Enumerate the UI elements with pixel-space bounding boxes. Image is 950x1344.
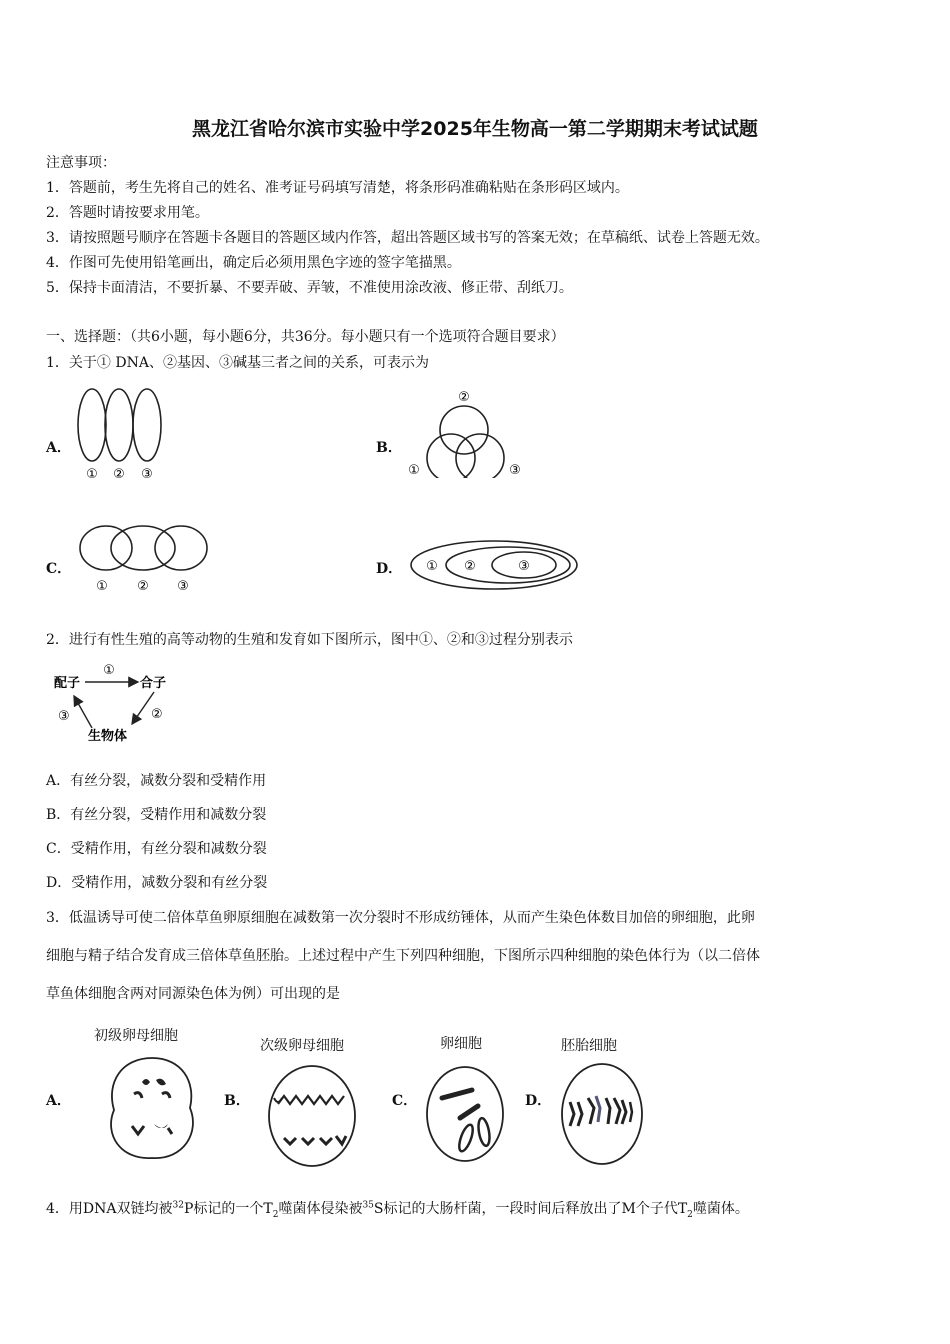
q2-life-cycle-diagram (50, 656, 180, 748)
q3-stem-line-3: 草鱼体细胞含两对同源染色体为例）可出现的是 (46, 986, 340, 1002)
notice-item-5: 5．保持卡面清洁，不要折暴、不要弄破、弄皱，不准使用涂改液、修正带、刮纸刀。 (46, 280, 573, 296)
q1c-num-1: ① (96, 579, 108, 594)
notice-item-4: 4．作图可先使用铅笔画出，确定后必须用黑色字迹的签字笔描黑。 (46, 255, 461, 271)
q2-gamete-label: 配子 (54, 676, 81, 691)
q4-text-1: 4．用DNA双链均被 (46, 1201, 173, 1217)
q1b-num-2: ② (458, 390, 470, 405)
q3-option-c-label: C． (392, 1093, 418, 1109)
q1c-num-2: ② (137, 579, 149, 594)
q1-option-d-label: D． (376, 561, 403, 577)
q3-stem-line-2: 细胞与精子结合发育成三倍体草鱼胚胎。上述过程中产生下列四种细胞，下图所示四种细胞的染色体行为（以二倍体 (46, 948, 760, 964)
q1-diagram-c (72, 520, 212, 596)
q1-stem: 1．关于① DNA、②基因、③碱基三者之间的关系，可表示为 (46, 355, 429, 371)
q2-option-b[interactable]: B．有丝分裂，受精作用和减数分裂 (46, 807, 267, 823)
q4-sup-32: 32 (172, 1200, 184, 1211)
notice-heading: 注意事项： (46, 155, 116, 171)
q3-cell-b (264, 1058, 360, 1170)
q3-cell-label-egg: 卵细胞 (440, 1036, 482, 1052)
q1a-num-1: ① (86, 467, 98, 482)
q3-cell-d (556, 1058, 648, 1170)
q3-cell-a (104, 1052, 200, 1164)
notice-item-1: 1．答题前，考生先将自己的姓名、准考证号码填写清楚，将条形码准确粘贴在条形码区域内。 (46, 180, 629, 196)
q1b-num-1: ① (408, 463, 420, 478)
q4-sub-2a: 2 (272, 1209, 279, 1220)
q2-process-2: ② (151, 707, 163, 722)
q3-cell-c (420, 1058, 510, 1166)
q1a-num-2: ② (113, 467, 125, 482)
q1a-num-3: ③ (141, 467, 153, 482)
q1c-num-3: ③ (177, 579, 189, 594)
q1-option-c-label: C． (46, 561, 72, 577)
q4-text-2: P标记的一个T (183, 1201, 273, 1217)
exam-title: 黑龙江省哈尔滨市实验中学2025年生物高一第二学期期末考试试题 (192, 118, 758, 140)
q3-cell-label-primary-oocyte: 初级卵母细胞 (94, 1028, 178, 1044)
q3-option-b-label: B． (224, 1093, 250, 1109)
q1d-num-2: ② (464, 559, 476, 574)
q1-option-b-label: B． (376, 440, 402, 456)
q4-text-3: 噬菌体侵染被 (278, 1201, 363, 1217)
q1b-num-3: ③ (509, 463, 521, 478)
q3-stem-line-1: 3．低温诱导可使二倍体草鱼卵原细胞在减数第一次分裂时不形成纺锤体，从而产生染色体数目加倍的卵细胞，此卵 (46, 910, 755, 926)
q4-sub-2b: 2 (687, 1209, 693, 1220)
q1d-num-1: ① (426, 559, 438, 574)
notice-item-3: 3．请按照题号顺序在答题卡各题目的答题区域内作答，超出答题区域书写的答案无效；在草稿纸、试卷上答题无效。 (46, 230, 769, 246)
q2-option-a[interactable]: A．有丝分裂，减数分裂和受精作用 (46, 773, 267, 789)
q3-cell-label-secondary-oocyte: 次级卵母细胞 (260, 1038, 344, 1054)
q2-organism-label: 生物体 (88, 729, 128, 744)
q4-stem (46, 1198, 749, 1220)
q3-cell-label-embryo: 胚胎细胞 (561, 1038, 617, 1054)
q2-process-3: ③ (58, 709, 70, 724)
q2-option-c[interactable]: C．受精作用，有丝分裂和减数分裂 (46, 841, 267, 857)
q3-option-a-label: A． (46, 1093, 71, 1109)
q1-diagram-a (72, 382, 172, 486)
q4-sup-35: 35 (362, 1200, 374, 1211)
q4-text-5: 噬菌体。 (692, 1201, 749, 1217)
q1-option-a-label: A． (46, 440, 71, 456)
q1-diagram-b (400, 382, 530, 486)
q3-option-d-label: D． (525, 1093, 552, 1109)
q1-diagram-d (408, 538, 583, 594)
section-heading: 一、选择题：（共6小题，每小题6分，共36分。每小题只有一个选项符合题目要求） (46, 329, 565, 345)
notice-item-2: 2．答题时请按要求用笔。 (46, 205, 209, 221)
q4-text-4: S标记的大肠杆菌，一段时间后释放出了M个子代T (373, 1201, 688, 1217)
q2-process-1: ① (103, 663, 115, 678)
q2-stem: 2．进行有性生殖的高等动物的生殖和发育如下图所示，图中①、②和③过程分别表示 (46, 632, 573, 648)
q2-zygote-label: 合子 (140, 676, 167, 691)
q2-option-d[interactable]: D．受精作用，减数分裂和有丝分裂 (46, 875, 268, 891)
q1d-num-3: ③ (518, 559, 530, 574)
